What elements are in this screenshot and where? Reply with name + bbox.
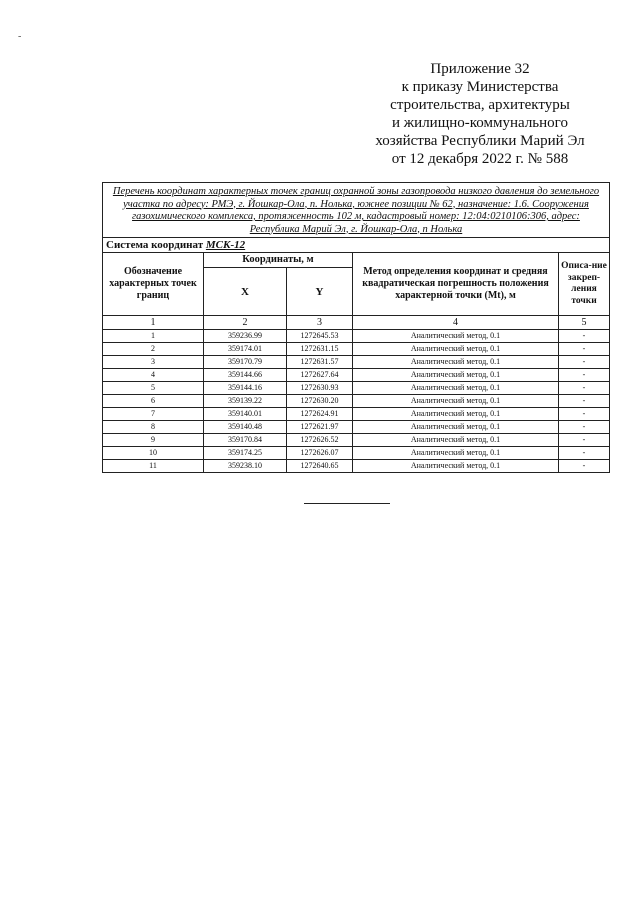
cell-method: Аналитический метод, 0.1 bbox=[353, 421, 559, 434]
cell-point: 5 bbox=[103, 382, 204, 395]
header-line-6: от 12 декабря 2022 г. № 588 bbox=[391, 151, 569, 167]
cell-method: Аналитический метод, 0.1 bbox=[353, 395, 559, 408]
cell-point: 8 bbox=[103, 421, 204, 434]
cell-x: 359170.84 bbox=[204, 434, 287, 447]
header-method: Метод определения координат и средняя квадратическая погрешность положения характерной точки (Mt), м bbox=[353, 253, 559, 316]
cell-y: 1272645.53 bbox=[287, 330, 353, 343]
cell-y: 1272626.52 bbox=[287, 434, 353, 447]
cell-point: 11 bbox=[103, 460, 204, 473]
table-row bbox=[103, 330, 610, 343]
cell-x: 359140.48 bbox=[204, 421, 287, 434]
coordinate-system-name: МСК-12 bbox=[205, 239, 246, 251]
cell-method: Аналитический метод, 0.1 bbox=[353, 382, 559, 395]
cell-method: Аналитический метод, 0.1 bbox=[353, 343, 559, 356]
cell-y: 1272630.20 bbox=[287, 395, 353, 408]
cell-x: 359144.16 bbox=[204, 382, 287, 395]
header-y: Y bbox=[287, 268, 353, 316]
column-number-row bbox=[103, 316, 610, 330]
cell-description: - bbox=[559, 434, 610, 447]
table-row bbox=[103, 460, 610, 473]
cell-method: Аналитический метод, 0.1 bbox=[353, 434, 559, 447]
cell-point: 1 bbox=[103, 330, 204, 343]
header-row-1 bbox=[103, 253, 610, 268]
column-number: 3 bbox=[287, 316, 353, 330]
header-coords: Координаты, м bbox=[204, 253, 353, 268]
table-row bbox=[103, 382, 610, 395]
table-title-row bbox=[103, 183, 610, 238]
cell-description: - bbox=[559, 343, 610, 356]
cell-method: Аналитический метод, 0.1 bbox=[353, 369, 559, 382]
cell-description: - bbox=[559, 356, 610, 369]
cell-description: - bbox=[559, 408, 610, 421]
column-number: 4 bbox=[353, 316, 559, 330]
table-row bbox=[103, 356, 610, 369]
cell-x: 359174.25 bbox=[204, 447, 287, 460]
cell-y: 1272627.64 bbox=[287, 369, 353, 382]
cell-point: 4 bbox=[103, 369, 204, 382]
cell-description: - bbox=[559, 382, 610, 395]
cell-description: - bbox=[559, 330, 610, 343]
cell-method: Аналитический метод, 0.1 bbox=[353, 447, 559, 460]
coordinate-system-label: Система координат bbox=[106, 239, 206, 251]
cell-point: 3 bbox=[103, 356, 204, 369]
cell-x: 359170.79 bbox=[204, 356, 287, 369]
coordinates-table bbox=[102, 182, 610, 473]
cell-x: 359139.22 bbox=[204, 395, 287, 408]
cell-point: 10 bbox=[103, 447, 204, 460]
table-row bbox=[103, 421, 610, 434]
cell-description: - bbox=[559, 460, 610, 473]
cell-method: Аналитический метод, 0.1 bbox=[353, 356, 559, 369]
cell-point: 2 bbox=[103, 343, 204, 356]
table-row bbox=[103, 369, 610, 382]
cell-y: 1272630.93 bbox=[287, 382, 353, 395]
column-number: 2 bbox=[204, 316, 287, 330]
cell-y: 1272640.65 bbox=[287, 460, 353, 473]
table-row bbox=[103, 447, 610, 460]
cell-x: 359238.10 bbox=[204, 460, 287, 473]
cell-x: 359174.01 bbox=[204, 343, 287, 356]
header-line-1: Приложение 32 bbox=[430, 61, 530, 77]
table-row bbox=[103, 434, 610, 447]
table-title: Перечень координат характерных точек границ охранной зоны газопровода низкого давления до земельного участка по адресу: РМЭ, г. Йошкар-Ола, п. Нолька, южнее позиции № 62, назначение: 1.6. Сооружения газохимического комплекса, протяженность 102 м, кадастровый номер: 12:04:0210106:306, адрес: Республика Марий Эл, г. Йошкар-Ола, п Нолька bbox=[103, 183, 610, 238]
cell-point: 6 bbox=[103, 395, 204, 408]
header-point: Обозначение характерных точек границ bbox=[103, 253, 204, 316]
cell-y: 1272621.97 bbox=[287, 421, 353, 434]
header-line-5: хозяйства Республики Марий Эл bbox=[375, 133, 585, 149]
document-header bbox=[360, 60, 600, 168]
header-line-4: и жилищно-коммунального bbox=[392, 115, 568, 131]
cell-y: 1272631.57 bbox=[287, 356, 353, 369]
cell-point: 9 bbox=[103, 434, 204, 447]
cell-y: 1272624.91 bbox=[287, 408, 353, 421]
cell-y: 1272631.15 bbox=[287, 343, 353, 356]
cell-y: 1272626.07 bbox=[287, 447, 353, 460]
cell-point: 7 bbox=[103, 408, 204, 421]
coordinate-system bbox=[103, 238, 610, 253]
cell-x: 359144.66 bbox=[204, 369, 287, 382]
end-divider bbox=[304, 503, 390, 504]
cell-x: 359140.01 bbox=[204, 408, 287, 421]
margin-mark: - bbox=[18, 31, 22, 42]
header-description: Описа-ние закреп-ления точки bbox=[559, 253, 610, 316]
coordinate-system-row bbox=[103, 238, 610, 253]
header-line-2: к приказу Министерства bbox=[401, 79, 559, 95]
cell-x: 359236.99 bbox=[204, 330, 287, 343]
header-x: X bbox=[204, 268, 287, 316]
column-number: 1 bbox=[103, 316, 204, 330]
cell-description: - bbox=[559, 421, 610, 434]
cell-description: - bbox=[559, 369, 610, 382]
cell-method: Аналитический метод, 0.1 bbox=[353, 408, 559, 421]
cell-method: Аналитический метод, 0.1 bbox=[353, 460, 559, 473]
cell-description: - bbox=[559, 447, 610, 460]
cell-method: Аналитический метод, 0.1 bbox=[353, 330, 559, 343]
table-row bbox=[103, 408, 610, 421]
column-number: 5 bbox=[559, 316, 610, 330]
cell-description: - bbox=[559, 395, 610, 408]
table-row bbox=[103, 343, 610, 356]
header-line-3: строительства, архитектуры bbox=[390, 97, 570, 113]
table-row bbox=[103, 395, 610, 408]
